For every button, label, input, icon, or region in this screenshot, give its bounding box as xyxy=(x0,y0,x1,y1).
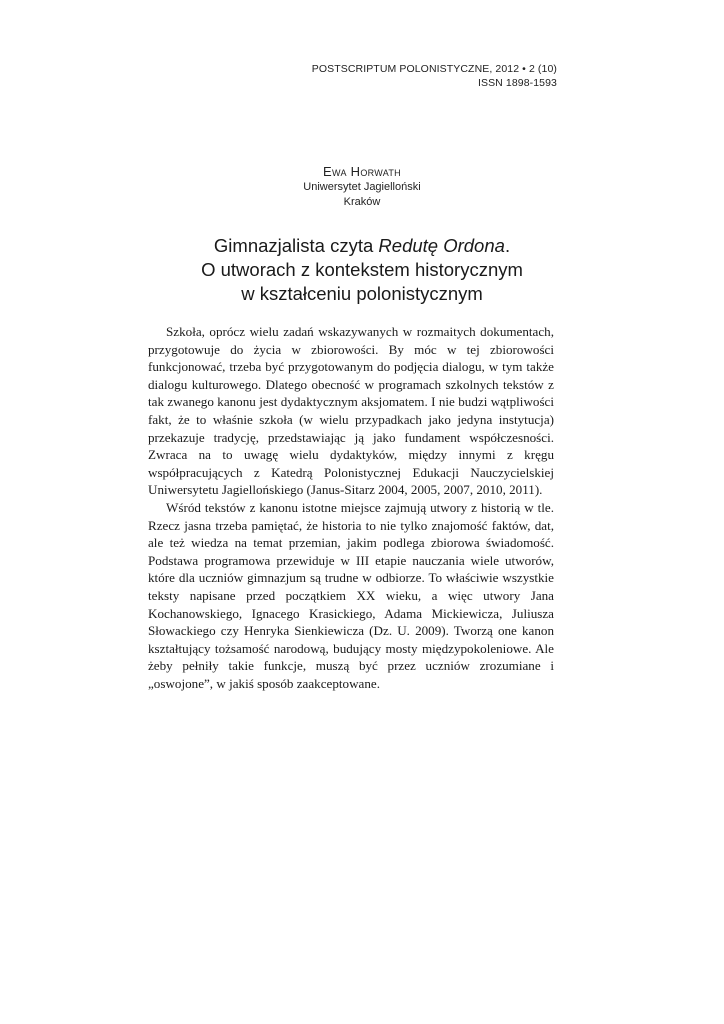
author-name: Ewa Horwath xyxy=(323,164,401,179)
title-italic-work: Redutę Ordona xyxy=(378,235,505,256)
journal-header xyxy=(312,62,557,90)
title-line-1-prefix: Gimnazjalista czyta xyxy=(213,235,379,256)
title-line-1-suffix: . xyxy=(504,235,511,256)
journal-citation: POSTSCRIPTUM POLONISTYCZNE, 2012 • 2 (10) xyxy=(311,63,557,75)
body-paragraph-2: Wśród tekstów z kanonu istotne miejsce zajmują utwory z historią w tle. Rzecz jasna trzeba pamiętać, że historia to nie tylko znajomość faktów, dat, ale też wiedza na temat przemian, jakim podlega zbiorowa świadomość. Podstawa programowa przewiduje w III etapie nauczania wiele utworów, które dla uczniów gimnazjum są trudne w odbiorze. To właściwie wszystkie teksty napisane przed początkiem XX wieku, a więc utwory Jana Kochanowskiego, Ignacego Krasickiego, Adama Mickiewicza, Juliusza Słowackiego czy Henryka Sienkiewicza (Dz. U. 2009). Tworzą one kanon kształtujący tożsamość narodową, budujący mosty międzypokoleniowe. Ale żeby pełniły takie funkcje, muszą być przez uczniów zrozumiane i „oswojone”, w jakiś sposób zaakceptowane. xyxy=(148,499,554,691)
title-line-2: O utworach z kontekstem historycznym xyxy=(201,259,523,280)
article-body xyxy=(148,323,554,692)
body-paragraph-1: Szkoła, oprócz wielu zadań wskazywanych w rozmaitych dokumentach, przygotowuje do życia w zbiorowości. By móc w tej zbiorowości funkcjonować, trzeba być przygotowanym do podjęcia dialogu, w tym także dialogu kulturowego. Dlatego obecność w programach szkolnych tekstów z tak zwanego kanonu jest dydaktycznym aksjomatem. I nie budzi wątpliwości fakt, że to właśnie szkoła (w wielu przypadkach jako jedyna instytucja) przekazuje tradycję, przedstawiając ją jako fundament współczesności. Zwraca na to uwagę wielu dydaktyków, między innymi z kręgu współpracujących z Katedrą Polonistycznej Edukacji Nauczycielskiej Uniwersytetu Jagiellońskiego (Janus-Sitarz 2004, 2005, 2007, 2010, 2011). xyxy=(148,324,554,498)
author-city: Kraków xyxy=(343,195,381,208)
author-block xyxy=(0,163,724,209)
article-title xyxy=(0,234,724,306)
author-affiliation: Uniwersytet Jagielloński xyxy=(303,181,421,193)
title-line-3: w kształceniu polonistycznym xyxy=(241,283,483,304)
title-line-1 xyxy=(0,234,724,258)
issn: ISSN 1898-1593 xyxy=(477,77,557,89)
